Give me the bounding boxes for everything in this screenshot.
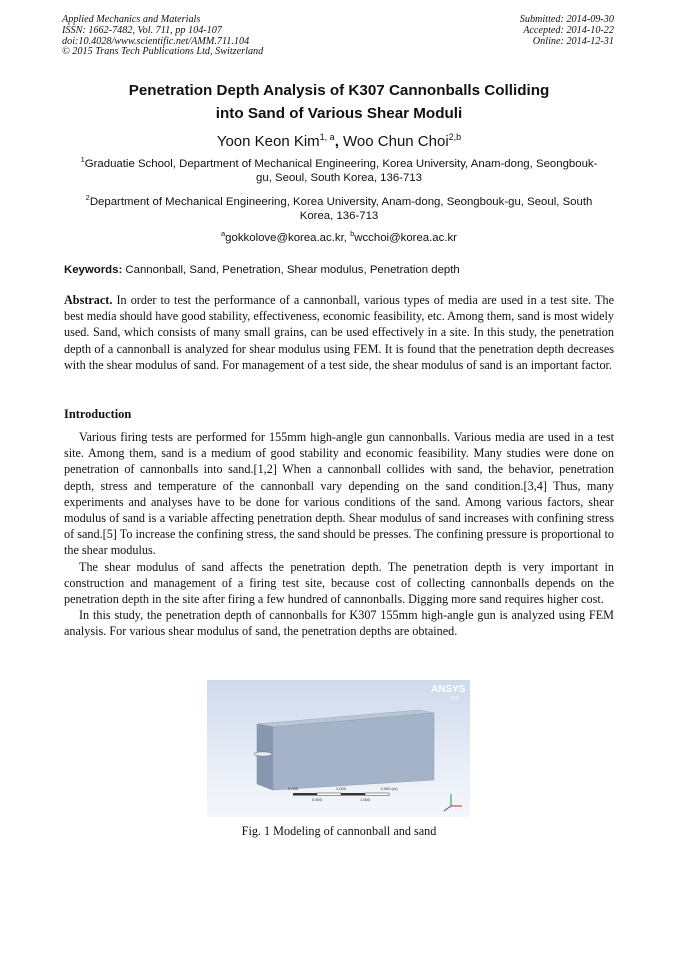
keywords-label: Keywords:	[64, 264, 123, 276]
coordinate-triad-icon	[444, 794, 462, 811]
scale-label-mid-2: 1.500	[359, 797, 371, 802]
intro-paragraph-2: The shear modulus of sand affects the penetration depth. The penetration depth is very important in construction and management of a firing test site, because cost of collecting cannonballs depends on the penetration depth in the site after firing a few hundred of cannonballs. Digging more sand requires higher cost.	[64, 559, 614, 607]
keywords	[64, 263, 614, 277]
ansys-logo-text: ANSYS	[431, 684, 466, 695]
email-1[interactable]: gokkolove@korea.ac.kr,	[225, 231, 351, 244]
affiliation-2-text: Department of Mechanical Engineering, Korea University, Anam-dong, Seongbouk-gu, Seoul, South Korea, 136-713	[89, 195, 593, 223]
email-2[interactable]: wcchoi@korea.ac.kr	[354, 231, 457, 244]
journal-issn: ISSN: 1662-7482, Vol. 711, pp 104-107	[62, 24, 222, 36]
journal-info	[62, 15, 263, 58]
figure-1-caption: Fig. 1 Modeling of cannonball and sand	[241, 824, 437, 838]
scale-label-mid-1: 0.500	[311, 797, 323, 802]
email-1-mark: a	[221, 229, 226, 238]
affiliation-2-mark: 2	[85, 193, 90, 202]
ansys-version: 14.0	[450, 695, 459, 700]
online-date: Online: 2014-12-31	[532, 35, 614, 47]
affiliation-1-text: Graduatie School, Department of Mechanical Engineering, Korea University, Anam-dong, Seongbouk-gu, Seoul, South Korea, 136-713	[84, 157, 598, 185]
cannonball	[254, 752, 272, 756]
intro-paragraph-1: Various firing tests are performed for 155mm high-angle gun cannonballs. Various media are used in a test site. Among them, sand is a medium of good stability and economic feasibility. Many studies were done on penetration of cannonballs into sand.[1,2] When a cannonball collides with sand, the behavior, penetration depth, stress and temperature of the cannonball vary depending on the sand condition.[3,4] Thus, many experiments and analyses have to be done for various conditions of the sand. Among various factors, shear modulus of sand is a variable affecting penetration depth. Shear modulus of sand increases with confining stress of sand.[5] To increase the confining stress, the sand should be presses. The confining pressure is proportional to the shear modulus.	[64, 430, 614, 558]
journal-name: Applied Mechanics and Materials	[62, 14, 201, 25]
abstract	[64, 292, 614, 373]
author-2-affil: 2,b	[448, 132, 462, 142]
author-separator: ,	[334, 133, 344, 150]
title-line-2: into Sand of Various Shear Moduli	[215, 105, 463, 122]
figure-1	[207, 680, 470, 817]
scale-label-2: 2.000 (m)	[380, 786, 398, 791]
author-emails	[74, 227, 604, 245]
introduction-body	[64, 429, 614, 640]
fem-model-render	[207, 680, 470, 817]
author-list	[64, 128, 614, 151]
affiliation-1	[74, 153, 604, 186]
journal-copyright: © 2015 Trans Tech Publications Ltd, Switzerland	[62, 46, 264, 58]
affiliation-1-mark: 1	[80, 155, 85, 164]
keywords-text: Cannonball, Sand, Penetration, Shear modulus, Penetration depth	[122, 264, 460, 276]
intro-paragraph-3: In this study, the penetration depth of cannonballs for K307 155mm high-angle gun is analyzed using FEM analysis. For various shear modulus of sand, the penetration depths are obtained.	[64, 608, 614, 639]
section-heading-introduction: Introduction	[64, 407, 132, 421]
submitted-date: Submitted: 2014-09-30	[519, 14, 614, 25]
abstract-label: Abstract.	[64, 293, 113, 307]
ansys-logo	[431, 684, 466, 700]
submission-dates	[520, 15, 614, 47]
author-2: Woo Chun Choi	[343, 133, 449, 150]
title-line-1: Penetration Depth Analysis of K307 Cannonballs Colliding	[128, 82, 550, 99]
abstract-text: In order to test the performance of a cannonball, various types of media are used in a test site. The best media should have good stability, effectiveness, economic feasibility, etc. Among them, sand is most widely used. Sand, which consists of many small grains, can be used effectively in a site. In this study, the penetration depth of a cannonball is analyzed for shear modulus using FEM. It is found that the penetration depth decreases with the shear modulus of sand. For management of a test side, the shear modulus of sand is an important factor.	[64, 293, 614, 372]
accepted-date: Accepted: 2014-10-22	[523, 24, 614, 36]
affiliation-2	[74, 191, 604, 224]
paper-title	[64, 79, 614, 125]
scale-label-1: 1.000	[335, 786, 347, 791]
sand-box-front	[257, 724, 273, 790]
scale-label-0: 0.000	[287, 786, 299, 791]
author-1-affil: 1, a	[319, 132, 335, 142]
author-1: Yoon Keon Kim	[216, 133, 320, 150]
journal-doi: doi:10.4028/www.scientific.net/AMM.711.104	[62, 35, 250, 47]
email-2-mark: b	[350, 229, 355, 238]
scale-bar	[288, 786, 398, 802]
